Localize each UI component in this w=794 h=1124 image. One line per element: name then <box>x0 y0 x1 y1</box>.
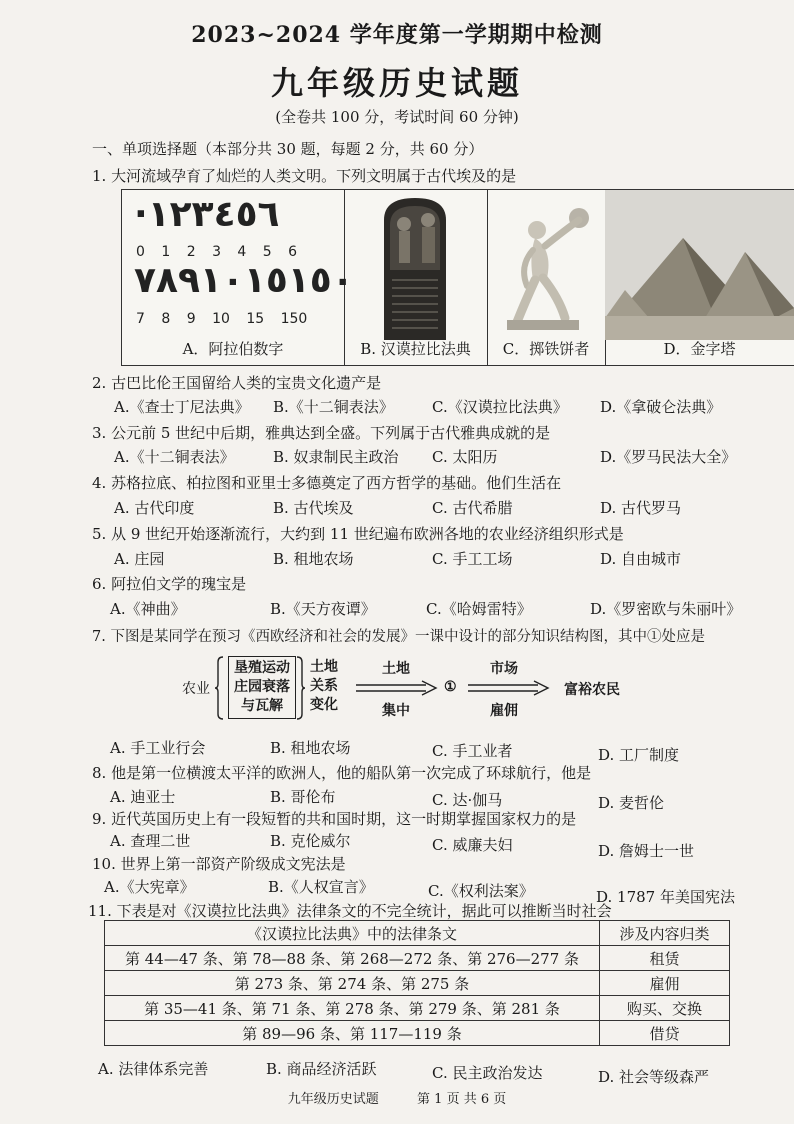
question-8: 8. 他是第一位横渡太平洋的欧洲人，他的船队第一次完成了环球航行，他是 <box>92 764 592 782</box>
arrow-2-bottom-label: 雇佣 <box>490 703 518 719</box>
diagram-box-line-3: 与瓦解 <box>241 698 283 714</box>
table-row <box>105 971 730 996</box>
q4-option-c[interactable]: C. 古代希腊 <box>432 499 513 517</box>
q5-option-d[interactable]: D. 自由城市 <box>600 550 682 568</box>
discus-thrower-icon <box>487 190 605 340</box>
question-5: 5. 从 9 世纪开始逐渐流行，大约到 11 世纪遍布欧洲各地的农业经济组织形式是 <box>92 525 624 543</box>
q10-option-d[interactable]: D. 1787 年美国宪法 <box>596 888 735 906</box>
question-10: 10. 世界上第一部资产阶级成文宪法是 <box>92 855 346 873</box>
question-4: 4. 苏格拉底、柏拉图和亚里士多德奠定了西方哲学的基础。他们生活在 <box>92 474 562 492</box>
table-row <box>105 996 730 1021</box>
q3-option-b[interactable]: B. 奴隶制民主政治 <box>273 448 399 466</box>
exam-subtitle: (全卷共 100 分，考试时间 60 分钟) <box>275 108 519 126</box>
diagram-end-label: 富裕农民 <box>564 682 620 698</box>
arabic-digits-top: ·١٢٣٤٥٦ <box>134 194 280 235</box>
table-cell-category: 雇佣 <box>600 971 730 996</box>
table-cell-category: 购买、交换 <box>600 996 730 1021</box>
table-cell-articles: 第 273 条、第 274 条、第 275 条 <box>105 971 600 996</box>
knowledge-structure-diagram <box>170 652 650 724</box>
latin-digits-top: 0 1 2 3 4 5 6 <box>136 244 298 260</box>
q7-option-d[interactable]: D. 工厂制度 <box>598 746 680 764</box>
q3-option-a[interactable]: A.《十二铜表法》 <box>114 448 235 466</box>
q3-option-d[interactable]: D.《罗马民法大全》 <box>600 448 737 466</box>
q4-option-d[interactable]: D. 古代罗马 <box>600 499 682 517</box>
option-b-caption: B. 汉谟拉比法典 <box>360 340 471 358</box>
q11-option-d[interactable]: D. 社会等级森严 <box>598 1068 710 1086</box>
diagram-agriculture: 农业 <box>182 681 210 697</box>
law-articles-table <box>104 920 730 1046</box>
q7-option-a[interactable]: A. 手工业行会 <box>110 739 206 757</box>
diagram-blank-circle: ① <box>444 679 457 695</box>
table-cell-articles: 第 35—41 条、第 71 条、第 278 条、第 279 条、第 281 条 <box>105 996 600 1021</box>
section-heading: 一、单项选择题（本部分共 30 题，每题 2 分，共 60 分） <box>92 140 484 158</box>
q4-option-b[interactable]: B. 古代埃及 <box>273 499 354 517</box>
q9-option-c[interactable]: C. 威廉夫妇 <box>432 836 513 854</box>
left-brace-icon <box>214 656 224 720</box>
q9-option-a[interactable]: A. 查理二世 <box>110 832 191 850</box>
q6-option-a[interactable]: A.《神曲》 <box>110 600 186 618</box>
option-c-caption: C．掷铁饼者 <box>502 340 590 358</box>
diagram-box <box>228 656 296 719</box>
q5-option-b[interactable]: B. 租地农场 <box>273 550 354 568</box>
page-footer <box>0 1088 794 1107</box>
table-cell-category: 租赁 <box>600 946 730 971</box>
option-d-image <box>605 190 794 365</box>
arrow-1-bottom-label: 集中 <box>382 703 410 719</box>
pyramids-icon <box>605 190 794 340</box>
q10-option-a[interactable]: A.《大宪章》 <box>104 878 195 896</box>
question-9: 9. 近代英国历史上有一段短暂的共和国时期，这一时期掌握国家权力的是 <box>92 810 577 828</box>
right-brace-icon <box>296 656 306 720</box>
option-a-image <box>122 190 354 365</box>
q11-option-c[interactable]: C. 民主政治发达 <box>432 1064 543 1082</box>
q8-option-b[interactable]: B. 哥伦布 <box>270 788 336 806</box>
table-cell-category: 借贷 <box>600 1021 730 1046</box>
table-cell-articles: 第 44—47 条、第 78—88 条、第 268—272 条、第 276—277 条 <box>105 946 600 971</box>
option-a-caption: A．阿拉伯数字 <box>182 340 284 358</box>
footer-page-number: 第 1 页 共 6 页 <box>417 1092 507 1107</box>
q11-option-b[interactable]: B. 商品经济活跃 <box>266 1060 377 1078</box>
table-row <box>105 1021 730 1046</box>
option-b-image <box>344 190 488 365</box>
question-1: 1. 大河流域孕育了灿烂的人类文明。下列文明属于古代埃及的是 <box>92 167 517 185</box>
q10-option-c[interactable]: C.《权利法案》 <box>428 882 534 900</box>
diagram-relation <box>310 658 338 715</box>
diagram-box-line-1: 垦殖运动 <box>234 660 290 676</box>
table-header-articles: 《汉谟拉比法典》中的法律条文 <box>105 921 600 946</box>
q8-option-d[interactable]: D. 麦哲伦 <box>598 794 665 812</box>
question-1-image-strip <box>121 189 794 366</box>
q8-option-c[interactable]: C. 达·伽马 <box>432 791 503 809</box>
exam-term-title: 2023~2024 学年度第一学期期中检测 <box>191 22 603 48</box>
q7-option-b[interactable]: B. 租地农场 <box>270 739 351 757</box>
table-row <box>105 946 730 971</box>
option-d-caption: D．金字塔 <box>663 340 736 358</box>
q10-option-b[interactable]: B.《人权宣言》 <box>268 878 374 896</box>
q6-option-d[interactable]: D.《罗密欧与朱丽叶》 <box>590 600 742 618</box>
double-arrow-2-icon <box>468 680 550 696</box>
table-header-category: 涉及内容归类 <box>600 921 730 946</box>
q2-option-c[interactable]: C.《汉谟拉比法典》 <box>432 398 568 416</box>
table-cell-articles: 第 89—96 条、第 117—119 条 <box>105 1021 600 1046</box>
question-3: 3. 公元前 5 世纪中后期，雅典达到全盛。下列属于古代雅典成就的是 <box>92 424 551 442</box>
arrow-2-top-label: 市场 <box>490 661 518 677</box>
option-c-image <box>487 190 606 365</box>
q5-option-c[interactable]: C. 手工工场 <box>432 550 513 568</box>
exam-title: 九年级历史试题 <box>270 64 523 102</box>
question-2: 2. 古巴比伦王国留给人类的宝贵文化遗产是 <box>92 374 382 392</box>
arrow-1-top-label: 土地 <box>382 661 410 677</box>
double-arrow-1-icon <box>356 680 438 696</box>
diagram-relation-line-2: 关系 <box>310 678 338 694</box>
q6-option-b[interactable]: B.《天方夜谭》 <box>270 600 376 618</box>
q9-option-d[interactable]: D. 詹姆士一世 <box>598 842 695 860</box>
latin-digits-bottom: 7 8 9 10 15 150 <box>136 311 308 327</box>
q11-option-a[interactable]: A. 法律体系完善 <box>98 1060 209 1078</box>
diagram-relation-line-3: 变化 <box>310 697 338 713</box>
question-6: 6. 阿拉伯文学的瑰宝是 <box>92 575 247 593</box>
table-header-row <box>105 921 730 946</box>
q4-option-a[interactable]: A. 古代印度 <box>114 499 195 517</box>
diagram-relation-line-1: 土地 <box>310 659 338 675</box>
arabic-digits-bottom: ٧٨٩١٠١٥١٥٠ <box>134 260 354 301</box>
q5-option-a[interactable]: A. 庄园 <box>114 550 165 568</box>
stele-icon <box>344 190 487 340</box>
q9-option-b[interactable]: B. 克伦威尔 <box>270 832 351 850</box>
q3-option-c[interactable]: C. 太阳历 <box>432 448 498 466</box>
q7-option-c[interactable]: C. 手工业者 <box>432 742 513 760</box>
q2-option-d[interactable]: D.《拿破仑法典》 <box>600 398 722 416</box>
q2-option-a[interactable]: A.《查士丁尼法典》 <box>114 398 250 416</box>
question-11: 11. 下表是对《汉谟拉比法典》法律条文的不完全统计，据此可以推断当时社会 <box>88 902 612 920</box>
q8-option-a[interactable]: A. 迪亚士 <box>110 788 176 806</box>
footer-exam-name: 九年级历史试题 <box>287 1092 379 1107</box>
diagram-box-line-2: 庄园衰落 <box>234 679 290 695</box>
q6-option-c[interactable]: C.《哈姆雷特》 <box>426 600 532 618</box>
q2-option-b[interactable]: B.《十二铜表法》 <box>273 398 394 416</box>
question-7: 7. 下图是某同学在预习《西欧经济和社会的发展》一课中设计的部分知识结构图，其中①处应是 <box>92 629 705 645</box>
